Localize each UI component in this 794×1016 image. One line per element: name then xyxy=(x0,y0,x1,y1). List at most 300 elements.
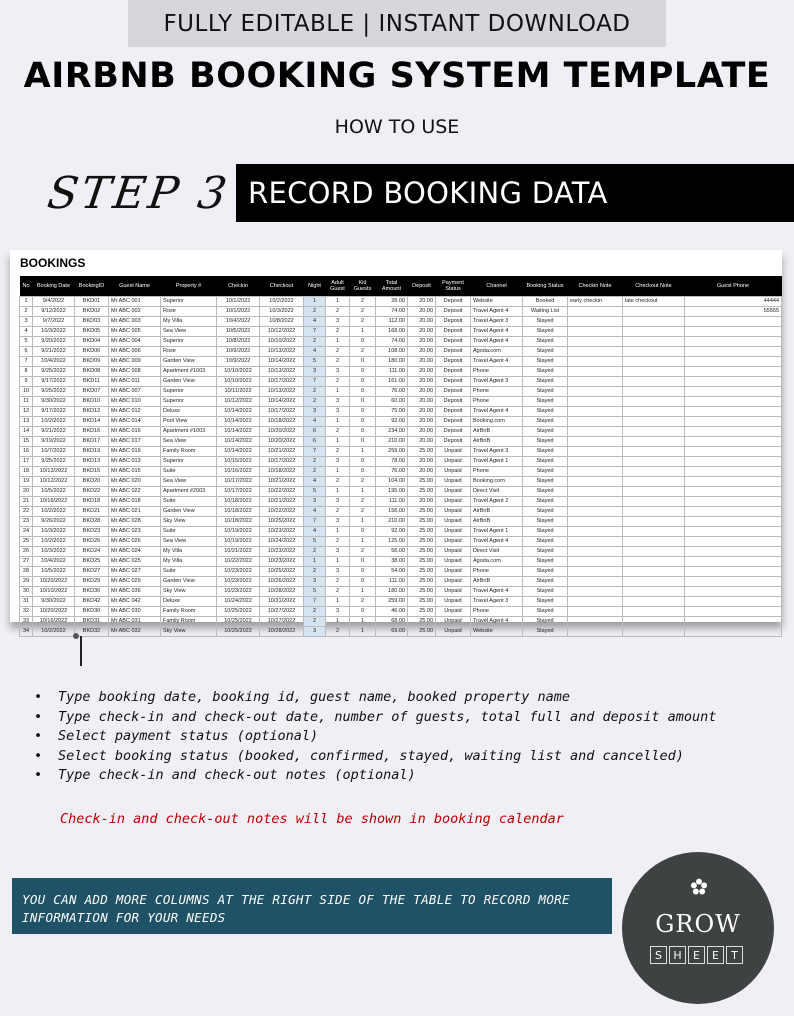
table-cell xyxy=(685,346,782,356)
table-cell: 7 xyxy=(20,356,33,366)
table-cell xyxy=(568,326,623,336)
table-cell: Stayed xyxy=(523,366,568,376)
table-cell xyxy=(685,456,782,466)
table-row xyxy=(20,396,782,406)
bookings-table xyxy=(19,276,782,637)
table-cell: 9/26/2022 xyxy=(33,516,75,526)
table-cell: 2 xyxy=(304,306,326,316)
table-cell: 9/17/2022 xyxy=(33,376,75,386)
table-cell: Apartment #2003 xyxy=(161,486,217,496)
table-cell: 10/10/2022 xyxy=(33,586,75,596)
table-cell xyxy=(685,406,782,416)
table-cell xyxy=(568,426,623,436)
table-cell: Stayed xyxy=(523,386,568,396)
table-cell: BKD11 xyxy=(75,376,109,386)
table-cell: Family Room xyxy=(161,446,217,456)
column-header: Booking Status xyxy=(523,276,568,296)
table-cell: 3 xyxy=(304,576,326,586)
table-cell: 2 xyxy=(326,346,350,356)
column-header: Guest Phone xyxy=(685,276,782,296)
table-cell: 10/10/2022 xyxy=(217,366,260,376)
table-cell: 0 xyxy=(350,566,376,576)
table-cell: 0 xyxy=(350,426,376,436)
table-cell: Stayed xyxy=(523,566,568,576)
table-cell: BKD36 xyxy=(75,586,109,596)
table-cell: late checkout xyxy=(623,296,685,306)
table-cell: Suite xyxy=(161,566,217,576)
table-row xyxy=(20,436,782,446)
table-row xyxy=(20,496,782,506)
table-cell: 10/22/2022 xyxy=(260,486,304,496)
table-cell: 10/20/2022 xyxy=(33,606,75,616)
table-cell: 31 xyxy=(20,596,33,606)
table-cell: Phone xyxy=(471,466,523,476)
table-cell: 2 xyxy=(350,476,376,486)
table-cell: Mr ABC 012 xyxy=(109,406,161,416)
table-cell: AirBnB xyxy=(471,436,523,446)
table-cell: 32 xyxy=(20,606,33,616)
table-cell: 25.00 xyxy=(408,556,436,566)
table-cell: BKD31 xyxy=(75,616,109,626)
table-cell: Stayed xyxy=(523,556,568,566)
table-cell xyxy=(685,416,782,426)
table-cell: 10/10/2022 xyxy=(217,376,260,386)
table-cell: BKD26 xyxy=(75,536,109,546)
table-cell: Stayed xyxy=(523,616,568,626)
table-cell: Deluxe xyxy=(161,406,217,416)
table-row xyxy=(20,536,782,546)
table-row xyxy=(20,306,782,316)
table-cell: 4 xyxy=(304,506,326,516)
table-cell: Mr ABC 030 xyxy=(109,606,161,616)
table-cell: Superior xyxy=(161,456,217,466)
table-cell xyxy=(623,606,685,616)
table-cell xyxy=(623,416,685,426)
table-cell xyxy=(568,336,623,346)
table-cell: 10/5/2022 xyxy=(33,566,75,576)
table-cell: BKD03 xyxy=(75,316,109,326)
table-cell: Unpaid xyxy=(436,566,471,576)
column-header: Booking Date xyxy=(33,276,75,296)
table-cell xyxy=(623,356,685,366)
table-row xyxy=(20,406,782,416)
info-box xyxy=(12,878,612,934)
table-cell: Unpaid xyxy=(436,466,471,476)
table-cell: 210.00 xyxy=(376,516,408,526)
logo-sheet-letters xyxy=(650,946,743,964)
table-cell: 10/13/2022 xyxy=(33,466,75,476)
table-cell xyxy=(568,436,623,446)
table-cell: Mr ABC 005 xyxy=(109,326,161,336)
table-cell: Mr ABC 026 xyxy=(109,536,161,546)
table-row xyxy=(20,466,782,476)
table-cell: 259.00 xyxy=(376,596,408,606)
table-cell: Mr ABC 008 xyxy=(109,366,161,376)
table-cell: 7 xyxy=(304,326,326,336)
table-cell: 25.00 xyxy=(408,516,436,526)
sheet-title: BOOKINGS xyxy=(20,256,86,270)
instruction-item: • Select payment status (optional) xyxy=(34,727,774,747)
table-cell: 10/22/2022 xyxy=(217,556,260,566)
table-cell xyxy=(685,586,782,596)
table-cell: 25.00 xyxy=(408,546,436,556)
table-cell: BKD22 xyxy=(75,486,109,496)
table-cell: 2 xyxy=(350,546,376,556)
table-cell: 10/8/2022 xyxy=(260,316,304,326)
table-cell: 10/4/2022 xyxy=(33,356,75,366)
table-cell: Apartment #1003 xyxy=(161,426,217,436)
table-cell: 180.00 xyxy=(376,356,408,366)
table-cell: Stayed xyxy=(523,546,568,556)
table-cell: 20.00 xyxy=(408,356,436,366)
table-cell: 23 xyxy=(20,516,33,526)
table-cell: 10/3/2022 xyxy=(33,526,75,536)
flower-icon xyxy=(690,878,708,896)
table-cell: Mr ABC 021 xyxy=(109,506,161,516)
table-cell: 22 xyxy=(20,506,33,516)
table-cell: 10/13/2022 xyxy=(260,386,304,396)
table-cell: Unpaid xyxy=(436,456,471,466)
table-cell: 2 xyxy=(304,456,326,466)
table-cell: 5 xyxy=(304,586,326,596)
table-cell: BKD24 xyxy=(75,546,109,556)
table-cell xyxy=(685,566,782,576)
table-cell: 76.00 xyxy=(376,386,408,396)
table-cell: 0 xyxy=(350,416,376,426)
table-cell: 68.00 xyxy=(376,616,408,626)
table-cell: Unpaid xyxy=(436,506,471,516)
table-cell: Travel Agent 1 xyxy=(471,526,523,536)
info-text: YOU CAN ADD MORE COLUMNS AT THE RIGHT SIDE OF THE TABLE TO RECORD MORE INFORMATION FOR YOUR NEEDS xyxy=(22,892,570,925)
table-cell: 10/9/2022 xyxy=(217,356,260,366)
table-cell xyxy=(568,466,623,476)
table-cell: Mr ABC 019 xyxy=(109,446,161,456)
table-cell xyxy=(568,556,623,566)
table-cell: 2 xyxy=(350,596,376,606)
table-cell xyxy=(568,456,623,466)
table-cell: BKD18 xyxy=(75,496,109,506)
table-cell: Travel Agent 4 xyxy=(471,586,523,596)
logo-letter: H xyxy=(669,946,686,964)
table-cell: Booked xyxy=(523,296,568,306)
table-cell: Travel Agent 3 xyxy=(471,446,523,456)
table-cell: 24 xyxy=(20,526,33,536)
table-cell: 111.00 xyxy=(376,576,408,586)
table-cell: 9/7/2022 xyxy=(33,316,75,326)
table-cell: 3 xyxy=(326,406,350,416)
table-cell: 9/30/2022 xyxy=(33,596,75,606)
table-cell: 9/20/2022 xyxy=(33,336,75,346)
table-cell: 10/23/2022 xyxy=(217,576,260,586)
table-row xyxy=(20,426,782,436)
table-cell: 10/14/2022 xyxy=(217,406,260,416)
table-cell: 10/2/2022 xyxy=(33,416,75,426)
table-cell: Mr ABC 003 xyxy=(109,316,161,326)
column-header: No xyxy=(20,276,33,296)
table-cell: 111.00 xyxy=(376,496,408,506)
table-row xyxy=(20,316,782,326)
table-cell: 10/17/2022 xyxy=(217,476,260,486)
table-cell: Agoda.com xyxy=(471,346,523,356)
table-cell: Mr ABC 042 xyxy=(109,596,161,606)
table-cell: Suite xyxy=(161,526,217,536)
table-cell: My Villa xyxy=(161,556,217,566)
table-cell: 1 xyxy=(350,616,376,626)
table-cell: Stayed xyxy=(523,356,568,366)
table-cell xyxy=(623,596,685,606)
table-cell: BKD12 xyxy=(75,406,109,416)
column-header: Channel xyxy=(471,276,523,296)
table-cell: Sea View xyxy=(161,326,217,336)
table-cell: 10/18/2022 xyxy=(260,416,304,426)
table-cell: 10/1/2022 xyxy=(217,296,260,306)
table-cell: 10/20/2022 xyxy=(33,576,75,586)
table-cell: 1 xyxy=(350,516,376,526)
pointer-line xyxy=(80,636,82,666)
table-cell xyxy=(568,566,623,576)
table-cell: 2 xyxy=(326,426,350,436)
table-cell: 10/12/2022 xyxy=(217,396,260,406)
table-cell: 10/23/2022 xyxy=(217,586,260,596)
table-cell xyxy=(685,466,782,476)
table-cell xyxy=(568,606,623,616)
table-cell: Stayed xyxy=(523,486,568,496)
table-cell: Mr ABC 016 xyxy=(109,426,161,436)
table-cell: 10/13/2022 xyxy=(260,366,304,376)
table-cell: 25.00 xyxy=(408,616,436,626)
table-cell: 10/7/2022 xyxy=(33,446,75,456)
table-cell: Mr ABC 029 xyxy=(109,576,161,586)
table-cell: BKD28 xyxy=(75,516,109,526)
column-header: Kid Guests xyxy=(350,276,376,296)
instruction-item: • Type booking date, booking id, guest name, booked property name xyxy=(34,688,774,708)
table-cell: 7 xyxy=(304,516,326,526)
table-row xyxy=(20,346,782,356)
table-cell xyxy=(568,486,623,496)
table-cell: Deposit xyxy=(436,366,471,376)
table-cell: 0 xyxy=(350,456,376,466)
table-cell: Stayed xyxy=(523,466,568,476)
table-row xyxy=(20,456,782,466)
pointer-dot xyxy=(73,633,79,639)
table-cell: 10/18/2022 xyxy=(260,466,304,476)
table-cell: 10/25/2022 xyxy=(217,616,260,626)
table-row xyxy=(20,476,782,486)
table-cell: 2 xyxy=(350,316,376,326)
table-cell: 0 xyxy=(350,526,376,536)
table-cell: 20.00 xyxy=(408,416,436,426)
table-cell: 2 xyxy=(304,546,326,556)
table-cell: Travel Agent 4 xyxy=(471,406,523,416)
table-cell xyxy=(623,306,685,316)
table-cell: Stayed xyxy=(523,416,568,426)
growsheet-logo xyxy=(622,852,774,1004)
table-cell: 6 xyxy=(304,426,326,436)
table-cell: 0 xyxy=(350,406,376,416)
table-cell: 20.00 xyxy=(408,296,436,306)
table-cell: 20.00 xyxy=(408,366,436,376)
table-cell: 25 xyxy=(20,536,33,546)
table-cell: Suite xyxy=(161,466,217,476)
table-cell: 12 xyxy=(20,406,33,416)
table-cell: 9 xyxy=(20,376,33,386)
table-cell: 10/23/2022 xyxy=(217,566,260,576)
table-cell: 168.00 xyxy=(376,326,408,336)
table-cell: 2 xyxy=(350,346,376,356)
table-cell: Mr ABC 018 xyxy=(109,496,161,506)
table-cell xyxy=(568,356,623,366)
table-cell: BKD17 xyxy=(75,436,109,446)
table-cell: Sea View xyxy=(161,476,217,486)
table-cell: BKD02 xyxy=(75,306,109,316)
table-cell: 1 xyxy=(350,586,376,596)
table-cell: BKD05 xyxy=(75,326,109,336)
table-cell: 2 xyxy=(304,566,326,576)
table-cell: 10/16/2022 xyxy=(217,466,260,476)
table-cell xyxy=(568,536,623,546)
table-cell xyxy=(568,306,623,316)
table-cell: 10/5/2022 xyxy=(33,486,75,496)
table-cell: 10/3/2022 xyxy=(33,326,75,336)
table-cell xyxy=(623,566,685,576)
table-cell: 10/25/2022 xyxy=(217,626,260,636)
table-cell: 161.00 xyxy=(376,376,408,386)
table-cell xyxy=(685,556,782,566)
table-cell xyxy=(623,586,685,596)
table-cell: 7 xyxy=(304,446,326,456)
table-cell: 10/20/2022 xyxy=(260,426,304,436)
table-cell: Mr ABC 013 xyxy=(109,456,161,466)
table-cell: Deposit xyxy=(436,326,471,336)
table-cell xyxy=(568,416,623,426)
table-cell: Stayed xyxy=(523,456,568,466)
table-row xyxy=(20,376,782,386)
table-cell xyxy=(685,506,782,516)
table-cell: 75.00 xyxy=(376,406,408,416)
table-cell: 259.00 xyxy=(376,446,408,456)
table-cell xyxy=(623,336,685,346)
table-cell: 2 xyxy=(326,536,350,546)
table-cell: 10/21/2022 xyxy=(260,496,304,506)
table-cell: Mr ABC 036 xyxy=(109,586,161,596)
table-cell: Stayed xyxy=(523,516,568,526)
table-cell: 10/2/2022 xyxy=(33,506,75,516)
table-cell: BKD01 xyxy=(75,296,109,306)
table-cell: Deposit xyxy=(436,336,471,346)
table-cell: 1 xyxy=(326,466,350,476)
table-cell: Travel Agent 3 xyxy=(471,596,523,606)
instruction-item: • Type check-in and check-out date, number of guests, total full and deposit amount xyxy=(34,708,774,728)
table-cell: 1 xyxy=(326,556,350,566)
step-title: RECORD BOOKING DATA xyxy=(248,176,608,210)
column-header: Adult Guest xyxy=(326,276,350,296)
table-cell: Mr ABC 017 xyxy=(109,436,161,446)
table-cell: Stayed xyxy=(523,396,568,406)
table-cell: 10/17/2022 xyxy=(260,406,304,416)
table-cell: 10/11/2022 xyxy=(217,386,260,396)
table-cell: Travel Agent 2 xyxy=(471,496,523,506)
table-cell: BKD20 xyxy=(75,476,109,486)
table-cell: 10/2/2022 xyxy=(260,296,304,306)
table-cell: 195.00 xyxy=(376,486,408,496)
table-cell: Unpaid xyxy=(436,616,471,626)
table-cell: Deluxe xyxy=(161,596,217,606)
table-cell: 0 xyxy=(350,376,376,386)
table-cell: Agoda.com xyxy=(471,556,523,566)
table-row xyxy=(20,446,782,456)
table-cell: 210.00 xyxy=(376,436,408,446)
column-header: Payment Status xyxy=(436,276,471,296)
table-cell: 1 xyxy=(20,296,33,306)
table-cell: Deposit xyxy=(436,426,471,436)
table-cell: 3 xyxy=(326,546,350,556)
table-cell: 20.00 xyxy=(408,466,436,476)
table-cell: 1 xyxy=(326,616,350,626)
table-cell: 20.00 xyxy=(408,346,436,356)
table-cell: Stayed xyxy=(523,336,568,346)
table-cell: 33 xyxy=(20,616,33,626)
table-row xyxy=(20,516,782,526)
table-cell: 44444 xyxy=(685,296,782,306)
table-cell: 3 xyxy=(326,566,350,576)
table-cell: 20.00 xyxy=(408,436,436,446)
table-cell: 1 xyxy=(326,526,350,536)
table-cell: 20.00 xyxy=(408,396,436,406)
table-cell: 10/4/2022 xyxy=(33,556,75,566)
table-cell: 9/19/2022 xyxy=(33,436,75,446)
table-cell: Mr ABC 010 xyxy=(109,396,161,406)
table-cell: BKD14 xyxy=(75,416,109,426)
table-cell: 3 xyxy=(326,316,350,326)
table-cell: 20.00 xyxy=(408,306,436,316)
table-cell: Travel Agent 3 xyxy=(471,376,523,386)
table-cell: Unpaid xyxy=(436,446,471,456)
table-cell: Stayed xyxy=(523,476,568,486)
table-cell: BKD27 xyxy=(75,566,109,576)
table-cell: AirBnB xyxy=(471,576,523,586)
table-cell: 10/10/2022 xyxy=(260,336,304,346)
table-cell: 20 xyxy=(20,486,33,496)
table-cell: 3 xyxy=(326,606,350,616)
table-cell xyxy=(685,426,782,436)
table-row xyxy=(20,526,782,536)
table-cell: Booking.com xyxy=(471,416,523,426)
table-cell xyxy=(623,526,685,536)
table-cell: 92.00 xyxy=(376,416,408,426)
table-cell: 2 xyxy=(304,606,326,616)
table-cell: Waiting List xyxy=(523,306,568,316)
table-cell: 10/19/2022 xyxy=(217,526,260,536)
table-cell: 20.00 xyxy=(408,326,436,336)
table-cell: Website xyxy=(471,296,523,306)
table-cell: 10/4/2022 xyxy=(217,316,260,326)
table-cell: 10/25/2022 xyxy=(260,516,304,526)
table-cell: Garden View xyxy=(161,576,217,586)
table-cell: 25.00 xyxy=(408,476,436,486)
table-cell: 9/21/2022 xyxy=(33,426,75,436)
table-cell xyxy=(685,606,782,616)
table-cell: 10/2/2022 xyxy=(33,536,75,546)
table-cell: 20.00 xyxy=(408,456,436,466)
table-cell: 25.00 xyxy=(408,596,436,606)
table-cell: 7 xyxy=(304,376,326,386)
table-cell: 10 xyxy=(20,386,33,396)
table-cell xyxy=(685,336,782,346)
table-cell: 0 xyxy=(350,366,376,376)
table-cell: 10/22/2022 xyxy=(260,506,304,516)
table-cell: Sky View xyxy=(161,586,217,596)
table-cell: early checkin xyxy=(568,296,623,306)
